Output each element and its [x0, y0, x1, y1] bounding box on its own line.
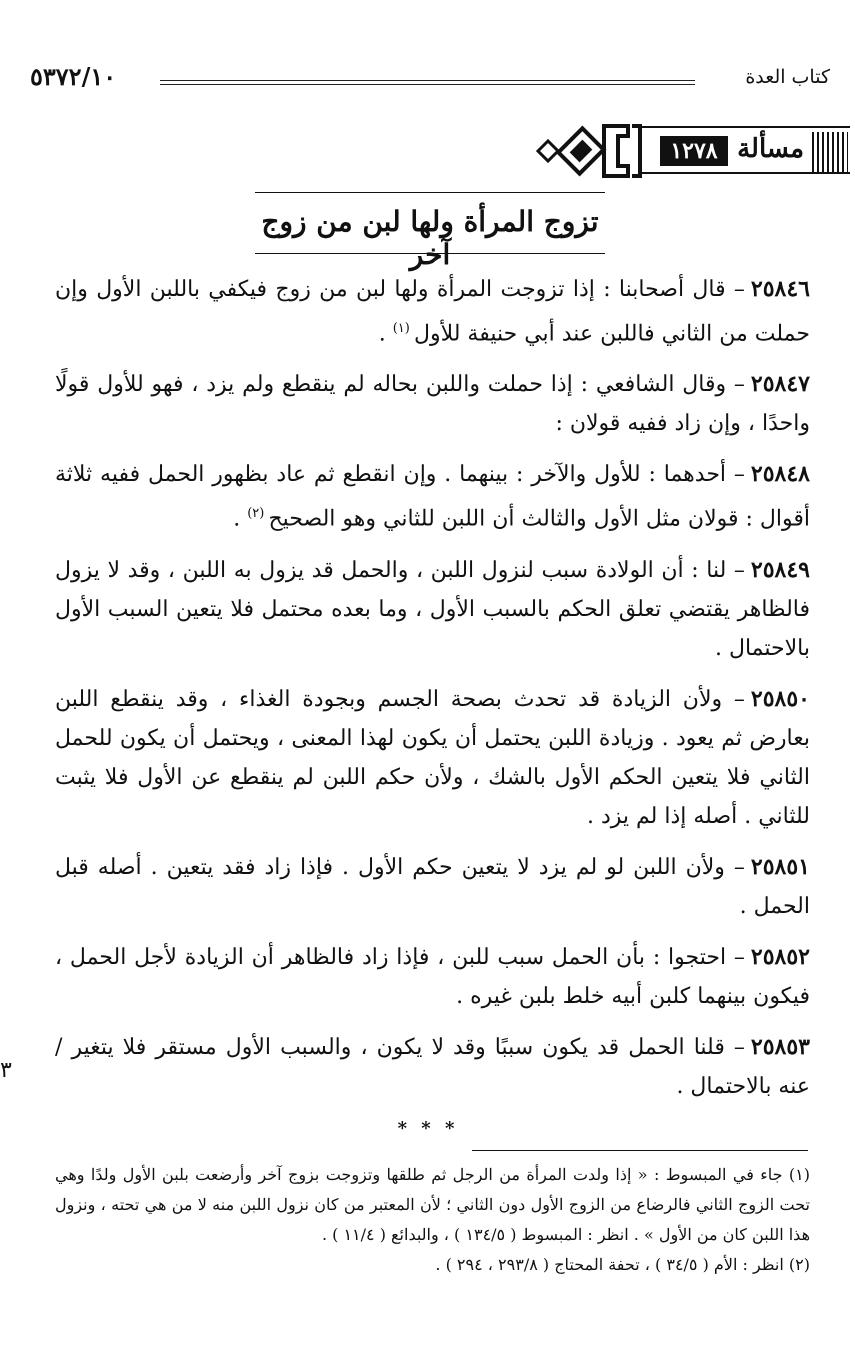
section-title: تزوج المرأة ولها لبن من زوج آخر [261, 205, 599, 271]
paragraph-text: – لنا : أن الولادة سبب لنزول اللبن ، والحمل قد يزول به اللبن ، وقد لا يزول فالظاهر يقتضي تعلق الحكم بالسبب الأول ، وما بعده محتمل فلا يتعين السبب الأول بالاحتمال . [55, 557, 810, 661]
paragraph [55, 938, 810, 1016]
bars-ornament-icon [812, 132, 848, 172]
ornament-icon [532, 118, 642, 184]
page-reference: ٥٣٧٢/١٠ [30, 62, 117, 91]
paragraph [55, 680, 810, 836]
running-head [30, 60, 830, 96]
section-separator: * * * [397, 1118, 459, 1139]
header-rule [160, 80, 695, 81]
paragraph-text: – أحدهما : للأول والآخر : بينهما . وإن انقطع ثم عاد بظهور الحمل ففيه ثلاثة أقوال : قولان مثل الأول والثالث أن اللبن للثاني وهو الصحيح [55, 462, 810, 532]
header-rule-secondary [160, 84, 695, 85]
paragraph-text: – قال أصحابنا : إذا تزوجت المرأة ولها لبن من زوج فيكفي باللبن الأول وإن حملت من الثاني فاللبن عند أبي حنيفة للأول [55, 277, 810, 347]
body-text [55, 270, 810, 1118]
paragraph-number: ٢٥٨٥١ [750, 853, 810, 880]
title-frame [255, 192, 605, 271]
paragraph-text: – وقال الشافعي : إذا حملت واللبن بحاله لم ينقطع ولم يزد ، فهو للأول قولًا واحدًا ، وإن زاد ففيه قولان : [55, 372, 810, 437]
paragraph [55, 365, 810, 443]
paragraph [55, 1028, 810, 1106]
paragraph-number: ٢٥٨٤٧ [750, 371, 810, 398]
paragraph-number: ٢٥٨٤٦ [750, 276, 810, 302]
footnote-marker: (١) [392, 321, 414, 336]
footnote-rule [472, 1150, 808, 1151]
paragraph [55, 848, 810, 926]
paragraph-text: – ولأن الزيادة قد تحدث بصحة الجسم وبجودة الغذاء ، وقد ينقطع اللبن بعارض ثم يعود . وزيادة اللبن يحتمل أن يكون لهذا المعنى ، ويحتمل أن يكون للحمل الثاني فلا يتعين الحكم الأول بالشك ، ولأن حكم اللبن لم ينقطع عن الأول فلا يثبت للثاني . أصله إذا لم يزد . [55, 686, 810, 829]
footnote: (١) جاء في المبسوط : « إذا ولدت المرأة من الرجل ثم طلقها وتزوجت بزوج آخر وأرضعت بلبن الأول ولدًا وهي تحت الزوج الثاني فالرضاع من الزوج الأول دون الثاني ؛ لأن المعتبر من كان نزول اللبن منه لا من هي تحته ، ونزول هذا اللبن كان من الأول » . انظر : المبسوط ( ١٣٤/٥ ) ، والبدائع ( ١١/٤ ) . [55, 1165, 810, 1244]
issue-label: مسألة [737, 134, 804, 164]
issue-box [640, 126, 850, 174]
paragraph [55, 551, 810, 668]
paragraph [55, 270, 810, 353]
footnotes [55, 1160, 810, 1280]
margin-page-number: ٣ [0, 1058, 12, 1083]
paragraph [55, 455, 810, 538]
paragraph-number: ٢٥٨٤٨ [750, 461, 810, 488]
paragraph-number: ٢٥٨٤٩ [750, 556, 810, 583]
paragraph-text: – احتجوا : بأن الحمل سبب للبن ، فإذا زاد فالظاهر أن الزيادة لأجل الحمل ، فيكون بينهما كلبن أبيه خلط بلبن غيره . [55, 944, 810, 1009]
issue-banner [532, 118, 855, 184]
paragraph-number: ٢٥٨٥٠ [750, 685, 810, 712]
paragraph-number: ٢٥٨٥٣ [750, 1033, 810, 1060]
paragraph-tail: . [378, 321, 393, 347]
footnote: (٢) انظر : الأم ( ٣٤/٥ ) ، تحفة المحتاج ( ٢٩٣/٨ ، ٢٩٤ ) . [435, 1255, 810, 1274]
paragraph-text: – ولأن اللبن لو لم يزد لا يتعين حكم الأول . فإذا زاد فقد يتعين . أصله قبل الحمل . [55, 854, 810, 919]
issue-number: ١٢٧٨ [660, 136, 728, 166]
footnote-marker: (٢) [247, 506, 269, 522]
book-title: كتاب العدة [745, 66, 830, 88]
paragraph-number: ٢٥٨٥٢ [750, 943, 810, 970]
paragraph-tail: . [233, 506, 248, 532]
paragraph-text: – قلنا الحمل قد يكون سببًا وقد لا يكون ، والسبب الأول مستقر فلا يتغير / عنه بالاحتمال . [55, 1034, 810, 1099]
